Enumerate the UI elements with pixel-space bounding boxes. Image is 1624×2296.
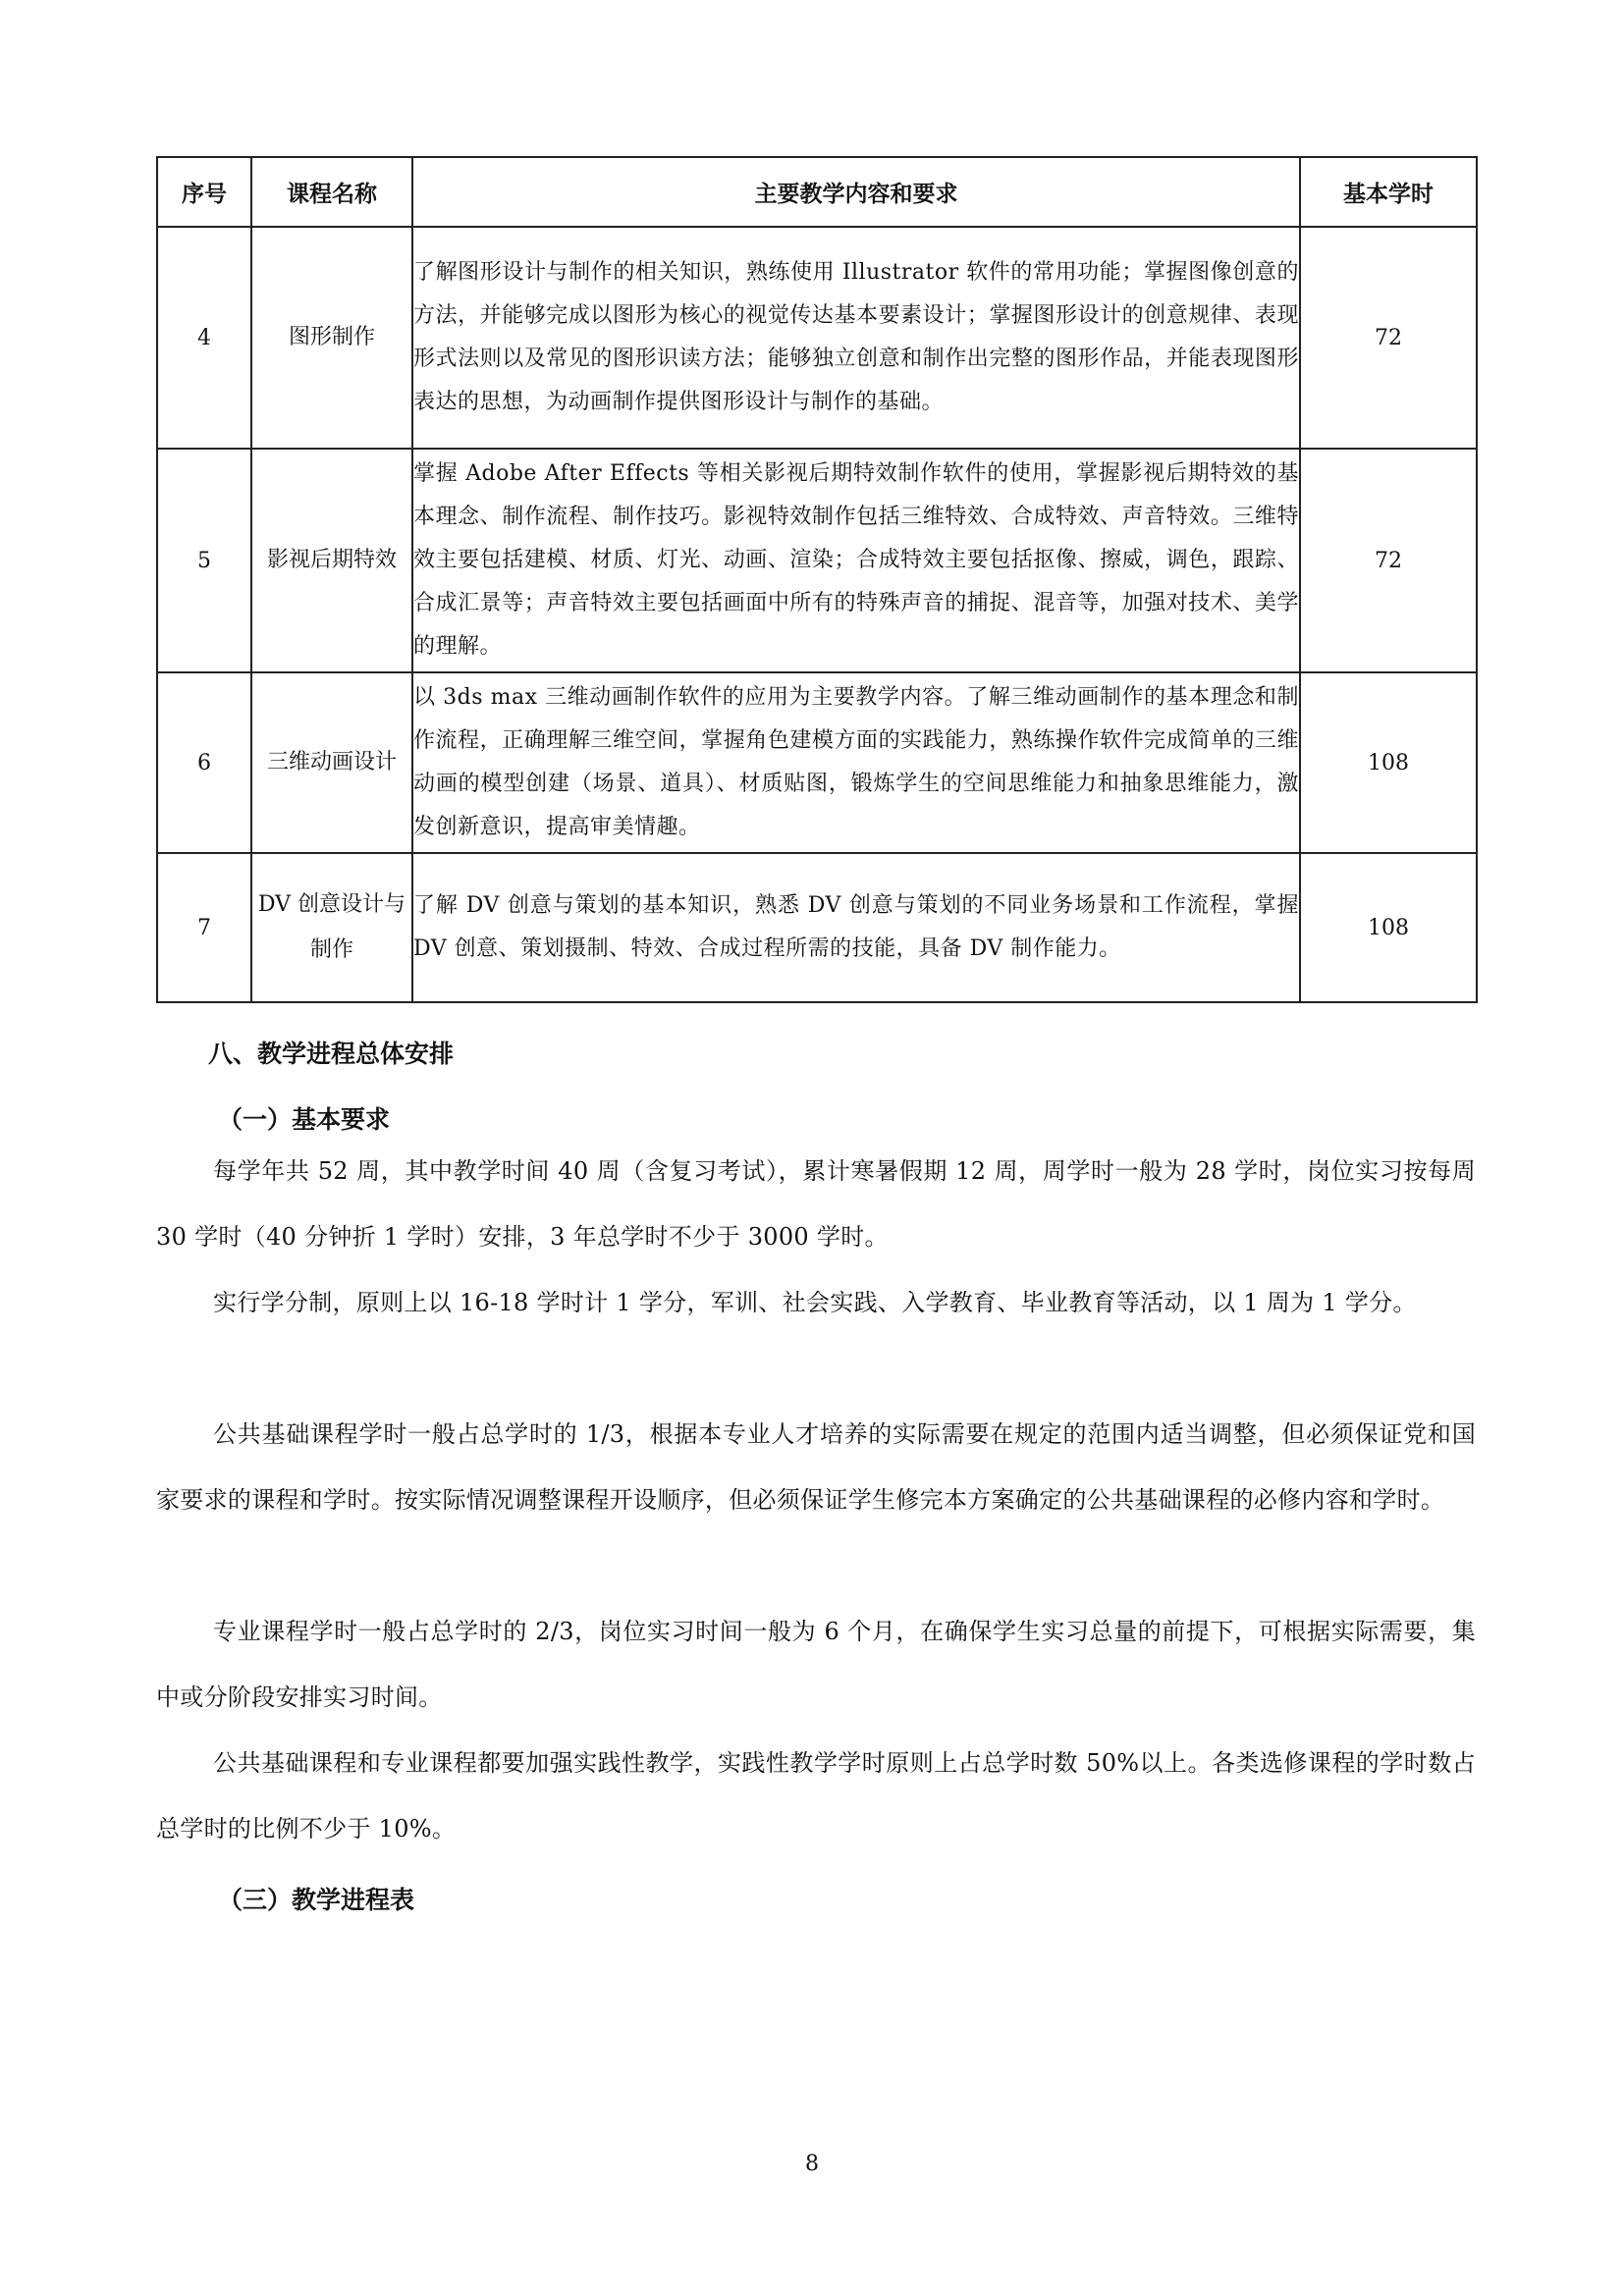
sub-heading-basic-requirements: （一）基本要求 <box>218 1105 391 1134</box>
table-row <box>157 853 1477 1002</box>
paragraph: 公共基础课程和专业课程都要加强实践性教学，实践性教学学时原则上占总学时数 50%以上。各类选修课程的学时数占总学时的比例不少于 10%。 <box>156 1749 1476 1842</box>
row-course-name: 三维动画设计 <box>251 672 412 853</box>
header-no: 序号 <box>157 157 251 227</box>
row-no: 4 <box>157 227 251 449</box>
row-no: 6 <box>157 672 251 853</box>
paragraph: 专业课程学时一般占总学时的 2/3，岗位实习时间一般为 6 个月，在确保学生实习总量的前提下，可根据实际需要，集中或分阶段安排实习时间。 <box>156 1618 1476 1711</box>
section-heading: 八、教学进程总体安排 <box>208 1040 455 1068</box>
row-hours: 72 <box>1300 449 1477 672</box>
row-content: 以 3ds max 三维动画制作软件的应用为主要教学内容。了解三维动画制作的基本理念和制作流程，正确理解三维空间，掌握角色建模方面的实践能力，熟练操作软件完成简单的三维动画的模型创建（场景、道具）、材质贴图，锻炼学生的空间思维能力和抽象思维能力，激发创新意识，提高审美情趣。 <box>412 672 1300 853</box>
row-course-name: 图形制作 <box>251 227 412 449</box>
row-no: 5 <box>157 449 251 672</box>
row-hours: 72 <box>1300 227 1477 449</box>
row-hours: 108 <box>1300 853 1477 1002</box>
row-no: 7 <box>157 853 251 1002</box>
course-table <box>156 156 1478 1003</box>
header-hours: 基本学时 <box>1300 157 1477 227</box>
table-row <box>157 449 1477 672</box>
table-row <box>157 227 1477 449</box>
sub-heading-schedule: （三）教学进程表 <box>218 1886 415 1914</box>
header-course-name: 课程名称 <box>251 157 412 227</box>
table-header-row <box>157 157 1477 227</box>
row-content: 了解 DV 创意与策划的基本知识，熟悉 DV 创意与策划的不同业务场景和工作流程，掌握 DV 创意、策划摄制、特效、合成过程所需的技能，具备 DV 制作能力。 <box>412 853 1300 1002</box>
page-number: 8 <box>805 2152 819 2176</box>
row-course-name: DV 创意设计与制作 <box>251 853 412 1002</box>
row-hours: 108 <box>1300 672 1477 853</box>
row-content: 掌握 Adobe After Effects 等相关影视后期特效制作软件的使用，掌握影视后期特效的基本理念、制作流程、制作技巧。影视特效制作包括三维特效、合成特效、声音特效。三维特效主要包括建模、材质、灯光、动画、渲染；合成特效主要包括抠像、擦威，调色，跟踪、合成汇景等；声音特效主要包括画面中所有的特殊声音的捕捉、混音等，加强对技术、美学的理解。 <box>412 449 1300 672</box>
paragraph: 公共基础课程学时一般占总学时的 1/3，根据本专业人才培养的实际需要在规定的范围内适当调整，但必须保证党和国家要求的课程和学时。按实际情况调整课程开设顺序，但必须保证学生修完本方案确定的公共基础课程的必修内容和学时。 <box>156 1420 1476 1514</box>
row-course-name: 影视后期特效 <box>251 449 412 672</box>
paragraph: 实行学分制，原则上以 16-18 学时计 1 学分，军训、社会实践、入学教育、毕业教育等活动，以 1 周为 1 学分。 <box>213 1289 1417 1316</box>
row-content: 了解图形设计与制作的相关知识，熟练使用 Illustrator 软件的常用功能；掌握图像创意的方法，并能够完成以图形为核心的视觉传达基本要素设计；掌握图形设计的创意规律、表现形式法则以及常见的图形识读方法；能够独立创意和制作出完整的图形作品，并能表现图形表达的思想，为动画制作提供图形设计与制作的基础。 <box>412 227 1300 449</box>
paragraph: 每学年共 52 周，其中教学时间 40 周（含复习考试），累计寒暑假期 12 周，周学时一般为 28 学时，岗位实习按每周 30 学时（40 分钟折 1 学时）安排，3 年总学时不少于 3000 学时。 <box>156 1157 1476 1251</box>
header-content: 主要教学内容和要求 <box>412 157 1300 227</box>
table-row <box>157 672 1477 853</box>
